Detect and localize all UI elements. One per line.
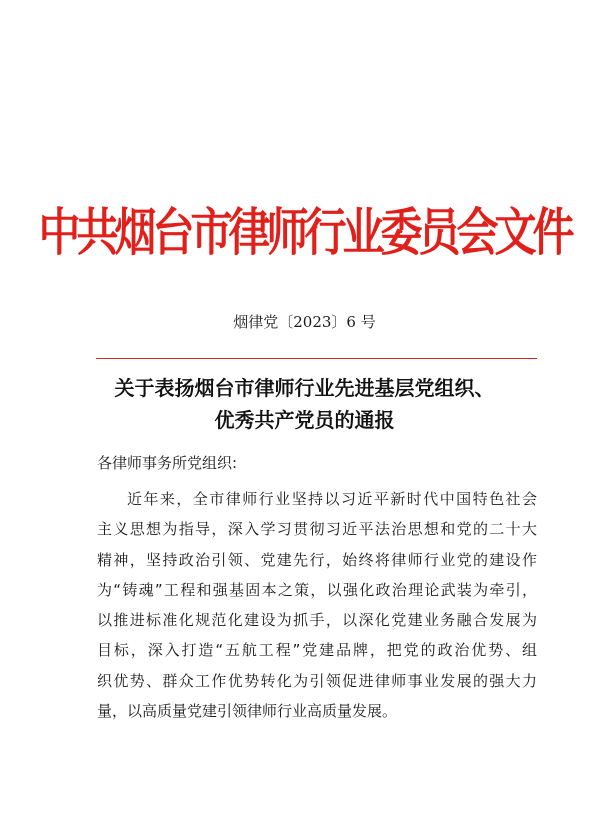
body-paragraph [97, 484, 537, 726]
body-line: 精神，坚持政治引领、党建先行，始终将律师行业党的建设作 [97, 550, 537, 569]
salutation: 各律师事务所党组织: [97, 454, 238, 472]
notice-title-line-2: 优秀共产党员的通报 [214, 408, 395, 432]
body-line: 织优势、群众工作优势转化为引领促进律师事业发展的强大力 [97, 671, 537, 690]
body-line: 量，以高质量党建引领律师行业高质量发展。 [97, 702, 398, 721]
notice-title-line-1: 关于表扬烟台市律师行业先进基层党组织、 [114, 376, 495, 400]
document-number: 烟律党〔2023〕6 号 [233, 313, 376, 331]
body-line: 以推进标准化规范化建设为抓手，以深化党建业务融合发展为 [97, 611, 537, 630]
document-header-title: 中共烟台市律师行业委员会文件 [38, 202, 571, 263]
body-line: 主义思想为指导，深入学习贯彻习近平法治思想和党的二十大 [97, 520, 537, 539]
notice-title [60, 372, 549, 436]
body-line: 为“铸魂”工程和强基固本之策，以强化政治理论武装为牵引， [97, 580, 537, 599]
body-line: 目标，深入打造“五航工程”党建品牌，把党的政治优势、组 [97, 641, 537, 660]
red-divider-line [96, 358, 537, 359]
body-line: 近年来，全市律师行业坚持以习近平新时代中国特色社会 [127, 490, 537, 508]
